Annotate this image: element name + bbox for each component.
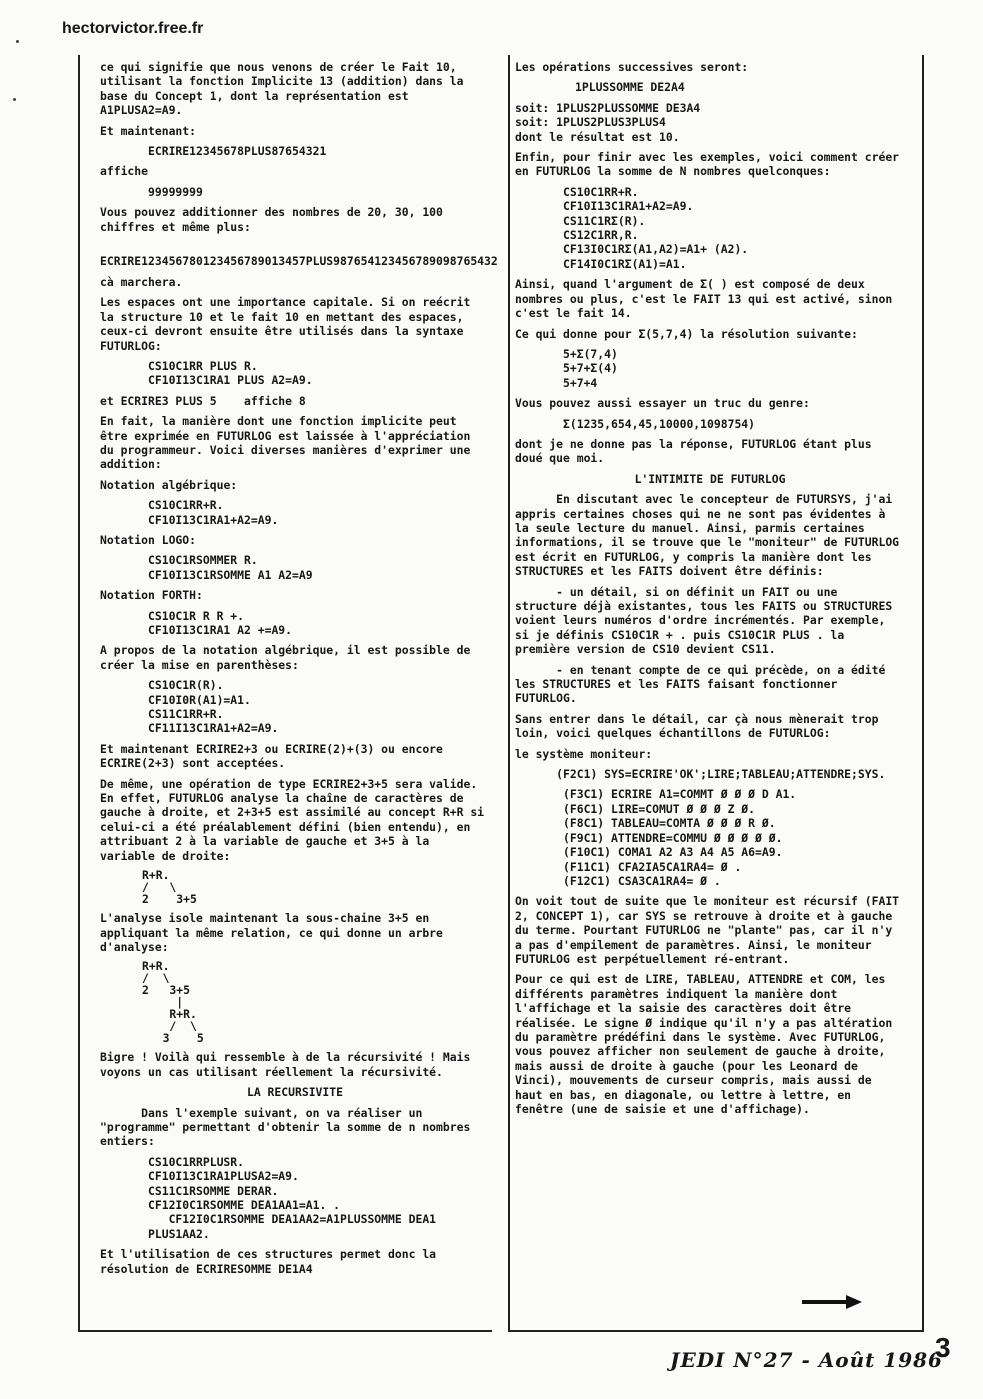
parse-tree-2: R+R. / \ 2 3+5 | R+R. / \ 3 5 [142,959,204,1046]
right-paragraph: (F3C1) ECRIRE A1=COMMT Ø Ø Ø D A1. (F6C1) LIRE=COMUT Ø Ø Ø Z Ø. (F8C1) TABLEAU=COMTA Ø Ø Ø R Ø. (F9C1) ATTENDRE=COMMU Ø Ø Ø Ø Ø. (F10C1) COMA1 A2 A3 A4 A5 A6=A9. (F11C1) CFA2IA5CA1RA4= Ø . (F12C1) CSA3CA1RA4= Ø . [563,787,797,888]
left3-paragraph: Et l'utilisation de ces structures permet donc la résolution de ECRIRESOMME DE1A4 [100,1247,443,1276]
right-paragraph: En discutant avec le concepteur de FUTURSYS, j'ai appris certaines choses qui ne ne sont pas évidentes à la seule lecture du manuel. Ainsi, parmis certaines informations, il se trouve que le "moniteur" de FUTURLOG est écrit en FUTURLOG, y compris la manière dont les STRUCTURES et les FAITS doivent être définis: [515,492,906,579]
left-paragraph: ECRIRE12345678PLUS87654321 [148,144,327,159]
continue-arrow-icon [800,1292,866,1312]
left-column [100,60,498,1282]
right-paragraph: Les opérations successives seront: [515,60,749,74]
right-paragraph: - un détail, si on définit un FAIT ou une structure déjà existantes, tous les FAITS ou STRUCTURES voient leurs numéros d'ordre incrémentés. Par exemple, si je définis CS10C1R + . puis CS10C1R PLUS . la première version de CS10 devient CS11. [515,584,900,657]
left-paragraph: CS10C1RR+R. CF10I13C1RA1+A2=A9. [148,498,279,527]
left-paragraph: Les espaces ont une importance capitale. Si on reécrit la structure 10 et le fait 10 en mettant des espaces, ceux-ci devront ensuite être utilisés dans la syntaxe FUTURLOG: [100,295,478,353]
right-paragraph: soit: 1PLUS2PLUSSOMME DE3A4 soit: 1PLUS2PLUS3PLUS4 dont le résultat est 10. [515,100,701,144]
speck [16,40,19,43]
issue-footer: JEDI N°27 - Août 1986 [670,1348,943,1372]
left-paragraph: affiche [100,164,149,179]
left-paragraph: De même, une opération de type ECRIRE2+3+5 sera valide. En effet, FUTURLOG analyse la chaîne de caractères de gauche à droite, et 2+3+5 est assimilé au concept R+R si celui-ci a été préalablement défini (bien entendu), en attribuant 2 à la variable de gauche et 3+5 à la variable de droite: [100,776,491,863]
left-paragraph: Vous pouvez additionner des nombres de 20, 30, 100 chiffres et même plus: [100,205,450,234]
left-paragraph: ce qui signifie que nous venons de créer le Fait 10, utilisant la fonction Implicite 13 (addition) dans la base du Concept 1, dont la représentation est A1PLUSA2=A9. [100,60,471,118]
left-paragraph: A propos de la notation algébrique, il est possible de créer la mise en parenthèses: [100,643,478,672]
left-paragraph: Notation algébrique: [100,477,238,492]
right-paragraph: CS10C1RR+R. CF10I13C1RA1+A2=A9. CS11C1RΣ(R). CS12C1RR,R. CF13I0C1RΣ(A1,A2)=A1+ (A2). CF14I0C1RΣ(A1)=A1. [563,184,749,271]
page-number: 3 [935,1332,951,1363]
left-paragraph: Notation FORTH: [100,588,203,603]
right-paragraph: Sans entrer dans le détail, car çà nous mènerait trop loin, voici quelques échantillons de FUTURLOG: [515,711,886,741]
right-paragraph: Pour ce qui est de LIRE, TABLEAU, ATTENDRE et COM, les différents paramètres indiquent la manière dont l'affichage et la saisie des caractères doit être réalisée. Le signe Ø indique qu'il n'y a pas altération du paramètre prédéfini dans le système. Avec FUTURLOG, vous pouvez afficher non seulement de gauche à droite, mais aussi de droite à gauche (pour les Leonard de Vinci), mouvements de curseur compris, mais aussi de haut en bas, en diagonale, ou lettre à lettre, en fenêtre (une de saisie et une d'affichage). [515,972,900,1116]
left3-paragraph: Dans l'exemple suivant, on va réaliser un "programme" permettant d'obtenir la somme de n nombres entiers: [100,1105,478,1149]
right-paragraph: Σ(1235,654,45,10000,1098754) [563,416,756,431]
right-paragraph: Ce qui donne pour Σ(5,7,4) la résolution suivante: [515,326,858,341]
speck [13,98,16,101]
right-paragraph: L'INTIMITE DE FUTURLOG [634,471,786,486]
left-paragraph: Notation LOGO: [100,532,197,547]
right-paragraph: On voit tout de suite que le moniteur est récursif (FAIT 2, CONCEPT 1), car SYS se retrouve à droite et à gauche du terme. Pourtant FUTURLOG ne "plante" pas, car il n'y a pas d'empilement de paramètres. Ainsi, le moniteur FUTURLOG est perpétuellement ré-entrant. [515,894,906,966]
left-paragraph: CS10C1RR PLUS R. CF10I13C1RA1 PLUS A2=A9. [148,358,313,388]
parse-tree-1: R+R. / \ 2 3+5 [142,868,197,907]
right-column [515,60,905,1122]
site-header: hectorvictor.free.fr [62,20,204,37]
right-paragraph: Enfin, pour finir avec les exemples, voici comment créer en FUTURLOG la somme de N nombres quelconques: [515,150,906,179]
left-paragraph: CS10C1RSOMMER R. CF10I13C1RSOMME A1 A2=A9 [148,553,313,582]
left-paragraph: Et maintenant ECRIRE2+3 ou ECRIRE(2)+(3) ou encore ECRIRE(2+3) sont acceptées. [100,741,450,771]
left-paragraph: Et maintenant: [100,123,197,138]
right-paragraph: Ainsi, quand l'argument de Σ( ) est composé de deux nombres ou plus, c'est le FAIT 13 qui est activé, sinon c'est le fait 14. [515,277,900,321]
left3-paragraph: CS10C1RRPLUSR. CF10I13C1RA1PLUSA2=A9. CS11C1RSOMME DERAR. CF12I0C1RSOMME DEA1AA1=A1. . CF12I0C1RSOMME DEA1AA2=A1PLUSSOMME DEA1 PLUS1AA2. [148,1154,437,1241]
right-paragraph: (F2C1) SYS=ECRIRE'OK';LIRE;TABLEAU;ATTENDRE;SYS. [515,767,886,782]
right-paragraph: - en tenant compte de ce qui précède, on a édité les STRUCTURES et les FAITS faisant fonctionner FUTURLOG. [515,662,893,706]
left3-paragraph: Bigre ! Voilà qui ressemble à de la récursivité ! Mais voyons un cas utilisant réellement la récursivité. [100,1050,478,1079]
right-paragraph: Vous pouvez aussi essayer un truc du genre: [515,396,810,411]
left-paragraph: CS10C1R R R +. CF10I13C1RA1 A2 +=A9. [148,608,293,637]
right-paragraph: le système moniteur: [515,746,653,761]
left2-paragraph: L'analyse isole maintenant la sous-chaine 3+5 en appliquant la même relation, ce qui donne un arbre d'analyse: [100,911,450,954]
left-paragraph: cà marchera. [100,274,183,289]
right-paragraph: 5+Σ(7,4) 5+7+Σ(4) 5+7+4 [563,346,618,390]
right-paragraph: 1PLUSSOMME DE2A4 [575,80,685,95]
left-paragraph: En fait, la manière dont une fonction implicite peut être exprimée en FUTURLOG est laissée à l'appréciation du programmeur. Voici diverses manières d'exprimer une addition: [100,414,478,472]
left3-paragraph: LA RECURSIVITE [246,1085,343,1100]
left-paragraph: 99999999 [148,184,203,199]
left-paragraph: CS10C1R(R). CF10I0R(A1)=A1. CS11C1RR+R. CF11I13C1RA1+A2=A9. [148,678,279,736]
right-paragraph: dont je ne donne pas la réponse, FUTURLOG étant plus doué que moi. [515,436,879,466]
left-paragraph: ECRIRE123456780123456789013457PLUS987654123456789098765432 [100,240,498,269]
left-paragraph: et ECRIRE3 PLUS 5 affiche 8 [100,393,306,408]
